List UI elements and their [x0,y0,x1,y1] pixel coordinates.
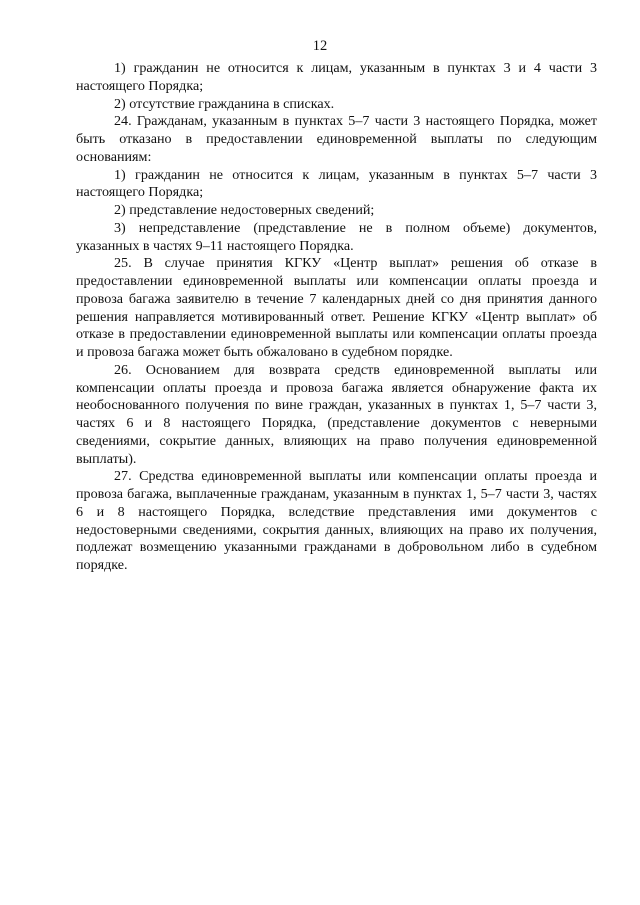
paragraph-clause-24: 24. Гражданам, указанным в пунктах 5–7 части 3 настоящего Порядка, может быть отказано в предоставлении единовременной выплаты по следующим основаниям: [76,113,597,165]
paragraph-item-2-not-in-lists: 2) отсутствие гражданина в списках. [114,95,335,112]
paragraph-clause-26: 26. Основанием для возврата средств единовременной выплаты или компенсации оплаты проезда и провоза багажа является обнаружение факта их необоснованного получения по вине граждан, указанных в пунктах 1, 5–7 части 3, частях 6 и 8 настоящего Порядка, (представление документов с неверными сведениями, сокрытие данных, влияющих на право получения единовременной выплаты). [76,361,597,467]
paragraph-clause-27: 27. Средства единовременной выплаты или компенсации оплаты проезда и провоза багажа, выплаченные гражданам, указанным в пунктах 1, 5–7 части 3, частях 6 и 8 настоящего Порядка, вследствие представления ими документов с недостоверными сведениями, сокрытия данных, влияющих на право их получения, подлежат возмещению указанными гражданами в добровольном либо в судебном порядке. [76,468,597,573]
page-number: 12 [312,38,328,54]
paragraph-item-2-false-info: 2) представление недостоверных сведений; [114,202,375,218]
document-body [76,60,597,575]
paragraph-item-3-missing-documents: 3) непредставление (представление не в полном объеме) документов, указанных в частях 9–11 настоящего Порядка. [76,219,597,254]
paragraph-clause-25: 25. В случае принятия КГКУ «Центр выплат» решения об отказе в предоставлении единовременной выплаты или компенсации оплаты проезда и провоза багажа заявителю в течение 7 календарных дней со дня принятия данного решения направляется мотивированный ответ. Решение КГКУ «Центр выплат» об отказе в предоставлении единовременной выплаты или компенсации оплаты проезда и провоза багажа может быть обжаловано в судебном порядке. [76,255,597,360]
paragraph-item-1-not-eligible-5-7: 1) гражданин не относится к лицам, указанным в пунктах 5–7 части 3 настоящего Порядка; [76,166,597,201]
paragraph-item-1-not-eligible-3-4: 1) гражданин не относится к лицам, указанным в пунктах 3 и 4 части 3 настоящего Порядка; [76,60,597,94]
